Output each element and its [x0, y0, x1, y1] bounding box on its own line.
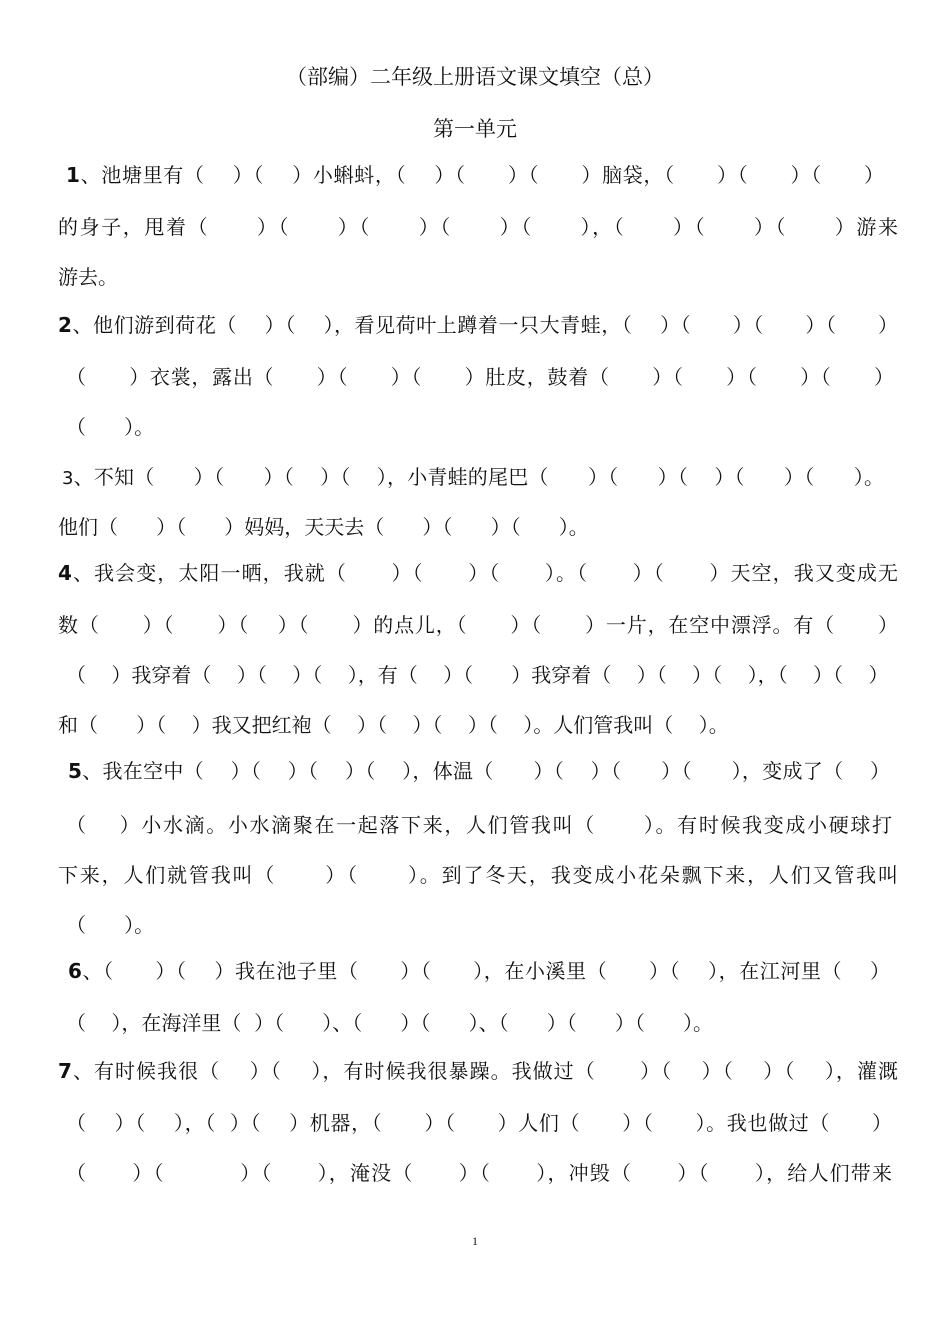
item-3-line-2: 他们（ ）（ ）妈妈，天天去（ ）（ ）（ ）。: [58, 515, 589, 539]
item-number: 1: [66, 163, 80, 187]
item-5-line-1: [68, 756, 890, 786]
item-3-line-1: [62, 462, 884, 494]
item-number: 2: [58, 313, 72, 337]
item-text: 、我会变，太阳一晒，我就（ ）（ ）（ ）。（ ）（ ）天空，我又变成无: [71, 561, 898, 585]
item-number: 6: [68, 959, 82, 983]
item-text: 、不知（ ）（ ）（ ）（ ），小青蛙的尾巴（ ）（ ）（ ）（ ）（ ）。: [73, 465, 884, 489]
page-number: 1: [472, 1234, 478, 1248]
item-number: 5: [68, 759, 82, 783]
item-1-line-3: 游去。: [58, 265, 118, 289]
item-number: 4: [58, 561, 72, 585]
item-text: 、有时候我很（ ）（ ），有时候我很暴躁。我做过（ ）（ ）（ ）（ ），灌溉: [71, 1059, 898, 1083]
item-5-line-2: （ ）小水滴。小水滴聚在一起落下来，人们管我叫（ ）。有时候我变成小硬球打: [66, 813, 892, 837]
item-2-line-3: （ ）。: [66, 415, 155, 439]
item-text: 、（ ）（ ）我在池子里（ ）（ ），在小溪里（ ）（ ），在江河里（ ）: [81, 959, 890, 983]
item-4-line-4: 和（ ）（ ）我又把红袍（ ）（ ）（ ）（ ）。人们管我叫（ ）。: [58, 713, 729, 737]
item-4-line-1: [58, 558, 898, 588]
item-6-line-1: [68, 956, 890, 986]
item-1-line-2: 的身子，甩着（ ）（ ）（ ）（ ）（ ），（ ）（ ）（ ）游来: [58, 215, 898, 239]
item-text: 、他们游到荷花（ ）（ ），看见荷叶上蹲着一只大青蛙，（ ）（ ）（ ）（ ）: [71, 313, 898, 337]
item-4-line-2: 数（ ）（ ）（ ）（ ）的点儿，（ ）（ ）一片，在空中漂浮。有（ ）: [58, 613, 898, 637]
item-1-line-1: [66, 160, 884, 190]
item-7-line-1: [58, 1056, 898, 1086]
item-6-line-2: （ ），在海洋里（ ）（ ）、（ ）（ ）、（ ）（ ）（ ）。: [66, 1011, 714, 1035]
item-7-line-3: （ ）（ ）（ ），淹没（ ）（ ），冲毁（ ）（ ），给人们带来: [66, 1161, 892, 1185]
item-2-line-1: [58, 310, 898, 340]
item-number: 7: [58, 1059, 72, 1083]
item-7-line-2: （ ）（ ），（ ）（ ）机器，（ ）（ ）人们（ ）（ ）。我也做过（ ）: [66, 1111, 892, 1135]
document-title: （部编）二年级上册语文课文填空（总）: [286, 65, 664, 89]
item-number: 3: [62, 468, 74, 489]
item-2-line-2: （ ）衣裳，露出（ ）（ ）（ ）肚皮，鼓着（ ）（ ）（ ）（ ）: [66, 365, 894, 389]
item-text: 、池塘里有（ ）（ ）小蝌蚪，（ ）（ ）（ ）脑袋，（ ）（ ）（ ）: [79, 163, 884, 187]
item-5-line-4: （ ）。: [66, 913, 155, 937]
item-text: 、我在空中（ ）（ ）（ ）（ ），体温（ ）（ ）（ ）（ ），变成了（ ）: [81, 759, 890, 783]
item-4-line-3: （ ）我穿着（ ）（ ）（ ），有（ ）（ ）我穿着（ ）（ ）（ ），（ ）（ ）: [66, 663, 889, 687]
unit-heading: 第一单元: [433, 117, 517, 141]
item-5-line-3: 下来，人们就管我叫（ ）（ ）。到了冬天，我变成小花朵飘下来，人们又管我叫: [58, 863, 898, 887]
